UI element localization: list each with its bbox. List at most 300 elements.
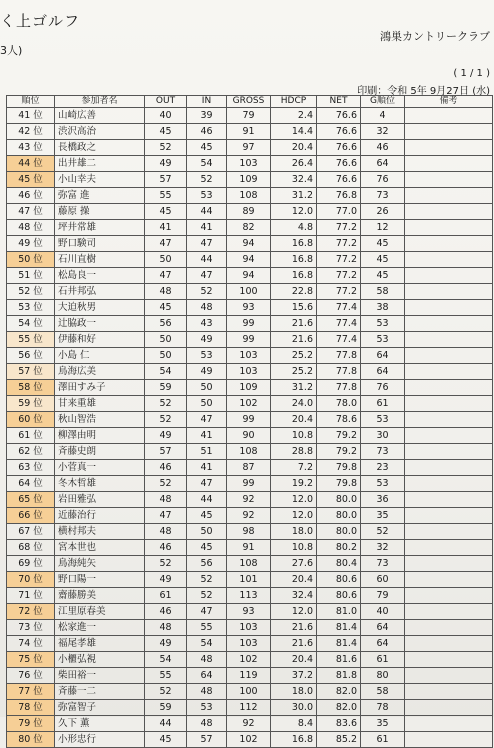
- handicap-cell: 15.6: [271, 300, 317, 316]
- handicap-cell: 24.0: [271, 396, 317, 412]
- net-score-cell: 76.6: [317, 108, 361, 124]
- gross-rank-cell: 12: [361, 220, 405, 236]
- in-score-cell: 64: [187, 668, 227, 684]
- out-score-cell: 52: [145, 412, 187, 428]
- out-score-cell: 46: [145, 460, 187, 476]
- player-name-cell: 藤原 操: [55, 204, 145, 220]
- gross-rank-cell: 53: [361, 316, 405, 332]
- rank-cell: 54 位: [7, 316, 55, 332]
- gross-rank-cell: 58: [361, 684, 405, 700]
- gross-rank-cell: 35: [361, 716, 405, 732]
- gross-rank-cell: 40: [361, 604, 405, 620]
- remarks-cell: [405, 668, 493, 684]
- remarks-cell: [405, 172, 493, 188]
- player-name-cell: 辻脇政一: [55, 316, 145, 332]
- player-name-cell: 石川直樹: [55, 252, 145, 268]
- in-score-cell: 47: [187, 604, 227, 620]
- out-score-cell: 45: [145, 732, 187, 748]
- player-name-cell: 近藤治行: [55, 508, 145, 524]
- rank-cell: 63 位: [7, 460, 55, 476]
- gross-score-cell: 102: [227, 652, 271, 668]
- rank-cell: 70 位: [7, 572, 55, 588]
- table-row: [7, 396, 493, 412]
- player-name-cell: 柳澤由明: [55, 428, 145, 444]
- gross-rank-cell: 23: [361, 460, 405, 476]
- rank-cell: 68 位: [7, 540, 55, 556]
- handicap-cell: 10.8: [271, 428, 317, 444]
- in-score-cell: 53: [187, 188, 227, 204]
- handicap-cell: 20.4: [271, 572, 317, 588]
- in-score-cell: 47: [187, 476, 227, 492]
- handicap-cell: 8.4: [271, 716, 317, 732]
- remarks-cell: [405, 620, 493, 636]
- table-row: [7, 460, 493, 476]
- handicap-cell: 21.6: [271, 316, 317, 332]
- player-name-cell: 冬木哲雄: [55, 476, 145, 492]
- in-score-cell: 45: [187, 140, 227, 156]
- net-score-cell: 80.0: [317, 508, 361, 524]
- in-score-cell: 46: [187, 124, 227, 140]
- rank-cell: 60 位: [7, 412, 55, 428]
- gross-rank-cell: 45: [361, 236, 405, 252]
- rank-cell: 72 位: [7, 604, 55, 620]
- gross-score-cell: 108: [227, 188, 271, 204]
- handicap-cell: 12.0: [271, 604, 317, 620]
- gross-score-cell: 89: [227, 204, 271, 220]
- rank-cell: 41 位: [7, 108, 55, 124]
- in-score-cell: 47: [187, 412, 227, 428]
- player-name-cell: 横村邦夫: [55, 524, 145, 540]
- table-row: [7, 636, 493, 652]
- gross-score-cell: 103: [227, 156, 271, 172]
- out-score-cell: 50: [145, 348, 187, 364]
- player-name-cell: 小菅真一: [55, 460, 145, 476]
- hdcp-column-header: HDCP: [271, 96, 317, 108]
- out-score-cell: 47: [145, 508, 187, 524]
- net-score-cell: 78.0: [317, 396, 361, 412]
- gross-rank-cell: 73: [361, 556, 405, 572]
- player-name-cell: 野口陽一: [55, 572, 145, 588]
- remarks-cell: [405, 684, 493, 700]
- rank-cell: 52 位: [7, 284, 55, 300]
- net-score-cell: 76.6: [317, 156, 361, 172]
- print-date: 印刷：令和 5年 9月27日 (水): [357, 86, 490, 97]
- venue-name: 鴻巣カントリークラブ: [380, 30, 490, 43]
- remarks-cell: [405, 380, 493, 396]
- table-row: [7, 732, 493, 748]
- out-score-cell: 49: [145, 428, 187, 444]
- out-score-cell: 41: [145, 220, 187, 236]
- gross-rank-cell: 64: [361, 636, 405, 652]
- player-name-cell: 宮本世也: [55, 540, 145, 556]
- in-score-cell: 48: [187, 684, 227, 700]
- remarks-cell: [405, 268, 493, 284]
- handicap-cell: 14.4: [271, 124, 317, 140]
- player-name-cell: 石井邦弘: [55, 284, 145, 300]
- net-score-cell: 80.0: [317, 492, 361, 508]
- score-table-body: [7, 108, 493, 748]
- rank-cell: 80 位: [7, 732, 55, 748]
- net-score-cell: 79.8: [317, 460, 361, 476]
- gross-rank-cell: 38: [361, 300, 405, 316]
- gross-rank-cell: 58: [361, 284, 405, 300]
- net-score-cell: 77.2: [317, 268, 361, 284]
- gross-score-cell: 94: [227, 236, 271, 252]
- in-score-cell: 51: [187, 444, 227, 460]
- remarks-cell: [405, 252, 493, 268]
- net-score-cell: 83.6: [317, 716, 361, 732]
- out-score-cell: 46: [145, 604, 187, 620]
- player-name-cell: 松家進一: [55, 620, 145, 636]
- table-row: [7, 540, 493, 556]
- handicap-cell: 16.8: [271, 732, 317, 748]
- gross-score-cell: 98: [227, 524, 271, 540]
- rank-cell: 51 位: [7, 268, 55, 284]
- player-name-cell: 江里原春美: [55, 604, 145, 620]
- net-score-cell: 80.4: [317, 556, 361, 572]
- in-score-cell: 45: [187, 540, 227, 556]
- in-column-header: IN: [187, 96, 227, 108]
- handicap-cell: 21.6: [271, 620, 317, 636]
- net-score-cell: 79.2: [317, 444, 361, 460]
- handicap-cell: 31.2: [271, 380, 317, 396]
- remarks-cell: [405, 396, 493, 412]
- remarks-cell: [405, 140, 493, 156]
- remarks-cell: [405, 300, 493, 316]
- gross-score-cell: 103: [227, 348, 271, 364]
- gross-score-cell: 92: [227, 508, 271, 524]
- handicap-cell: 31.2: [271, 188, 317, 204]
- net-score-cell: 80.6: [317, 588, 361, 604]
- handicap-cell: 16.8: [271, 236, 317, 252]
- gross-score-cell: 87: [227, 460, 271, 476]
- gross-rank-cell: 4: [361, 108, 405, 124]
- net-score-cell: 76.6: [317, 124, 361, 140]
- player-name-cell: 柴田裕一: [55, 668, 145, 684]
- in-score-cell: 47: [187, 236, 227, 252]
- player-name-cell: 甘来重雄: [55, 396, 145, 412]
- gross-rank-cell: 73: [361, 444, 405, 460]
- handicap-cell: 25.2: [271, 364, 317, 380]
- handicap-cell: 26.4: [271, 156, 317, 172]
- table-row: [7, 604, 493, 620]
- remarks-cell: [405, 556, 493, 572]
- rank-cell: 48 位: [7, 220, 55, 236]
- out-score-cell: 52: [145, 684, 187, 700]
- remarks-cell: [405, 316, 493, 332]
- handicap-cell: 37.2: [271, 668, 317, 684]
- remarks-cell: [405, 700, 493, 716]
- net-score-cell: 85.2: [317, 732, 361, 748]
- gross-rank-cell: 61: [361, 732, 405, 748]
- player-name-cell: 伊藤和好: [55, 332, 145, 348]
- table-row: [7, 508, 493, 524]
- name-column-header: 参加者名: [55, 96, 145, 108]
- rank-cell: 57 位: [7, 364, 55, 380]
- gross-rank-cell: 32: [361, 124, 405, 140]
- out-score-cell: 49: [145, 156, 187, 172]
- player-name-cell: 秋山智浩: [55, 412, 145, 428]
- player-name-cell: 鳥海純矢: [55, 556, 145, 572]
- in-score-cell: 44: [187, 492, 227, 508]
- player-name-cell: 野口験司: [55, 236, 145, 252]
- gross-score-cell: 119: [227, 668, 271, 684]
- player-name-cell: 坪井常雄: [55, 220, 145, 236]
- out-score-cell: 48: [145, 620, 187, 636]
- out-score-cell: 45: [145, 204, 187, 220]
- rank-cell: 56 位: [7, 348, 55, 364]
- net-score-cell: 80.2: [317, 540, 361, 556]
- player-name-cell: 大迫秋男: [55, 300, 145, 316]
- gross-score-cell: 90: [227, 428, 271, 444]
- player-name-cell: 弥富 進: [55, 188, 145, 204]
- handicap-cell: 16.8: [271, 268, 317, 284]
- out-score-cell: 59: [145, 700, 187, 716]
- handicap-cell: 12.0: [271, 508, 317, 524]
- net-score-cell: 79.8: [317, 476, 361, 492]
- player-name-cell: 澤田すみ子: [55, 380, 145, 396]
- rank-cell: 62 位: [7, 444, 55, 460]
- table-row: [7, 700, 493, 716]
- table-row: [7, 316, 493, 332]
- remarks-cell: [405, 716, 493, 732]
- in-score-cell: 44: [187, 252, 227, 268]
- remarks-cell: [405, 364, 493, 380]
- table-row: [7, 412, 493, 428]
- remarks-cell: [405, 652, 493, 668]
- player-name-cell: 小形忠行: [55, 732, 145, 748]
- handicap-cell: 16.8: [271, 252, 317, 268]
- rank-cell: 74 位: [7, 636, 55, 652]
- gross-score-cell: 109: [227, 172, 271, 188]
- rank-cell: 71 位: [7, 588, 55, 604]
- gross-rank-cell: 30: [361, 428, 405, 444]
- gross-rank-cell: 45: [361, 268, 405, 284]
- table-row: [7, 652, 493, 668]
- in-score-cell: 43: [187, 316, 227, 332]
- participant-count: 3人): [0, 44, 23, 57]
- gross-score-cell: 91: [227, 124, 271, 140]
- rank-cell: 44 位: [7, 156, 55, 172]
- out-score-cell: 44: [145, 716, 187, 732]
- in-score-cell: 55: [187, 620, 227, 636]
- out-score-cell: 45: [145, 300, 187, 316]
- remarks-cell: [405, 476, 493, 492]
- gross-score-cell: 100: [227, 684, 271, 700]
- player-name-cell: 長橋政之: [55, 140, 145, 156]
- remarks-cell: [405, 508, 493, 524]
- out-score-cell: 52: [145, 396, 187, 412]
- remarks-cell: [405, 492, 493, 508]
- rank-cell: 73 位: [7, 620, 55, 636]
- remarks-cell: [405, 444, 493, 460]
- gross-rank-cell: 64: [361, 348, 405, 364]
- gross-score-cell: 91: [227, 540, 271, 556]
- rank-cell: 55 位: [7, 332, 55, 348]
- rank-cell: 67 位: [7, 524, 55, 540]
- gross-score-cell: 108: [227, 556, 271, 572]
- handicap-cell: 20.4: [271, 412, 317, 428]
- gross-score-cell: 82: [227, 220, 271, 236]
- gross-score-cell: 94: [227, 268, 271, 284]
- net-score-cell: 79.2: [317, 428, 361, 444]
- handicap-cell: 12.0: [271, 204, 317, 220]
- gross-score-cell: 108: [227, 444, 271, 460]
- table-row: [7, 572, 493, 588]
- table-row: [7, 236, 493, 252]
- handicap-cell: 27.6: [271, 556, 317, 572]
- in-score-cell: 48: [187, 716, 227, 732]
- table-row: [7, 524, 493, 540]
- remarks-cell: [405, 428, 493, 444]
- in-score-cell: 41: [187, 428, 227, 444]
- rank-cell: 46 位: [7, 188, 55, 204]
- in-score-cell: 49: [187, 332, 227, 348]
- remarks-cell: [405, 156, 493, 172]
- out-score-cell: 48: [145, 524, 187, 540]
- out-score-cell: 54: [145, 364, 187, 380]
- score-table: [6, 95, 493, 748]
- rank-cell: 78 位: [7, 700, 55, 716]
- table-row: [7, 332, 493, 348]
- handicap-cell: 21.6: [271, 636, 317, 652]
- player-name-cell: 小島 仁: [55, 348, 145, 364]
- net-score-cell: 81.6: [317, 652, 361, 668]
- table-row: [7, 188, 493, 204]
- gross-rank-cell: 53: [361, 332, 405, 348]
- remarks-cell: [405, 604, 493, 620]
- in-score-cell: 52: [187, 284, 227, 300]
- in-score-cell: 52: [187, 172, 227, 188]
- gross-score-cell: 97: [227, 140, 271, 156]
- net-score-cell: 77.2: [317, 252, 361, 268]
- table-row: [7, 444, 493, 460]
- table-row: [7, 380, 493, 396]
- gross-score-cell: 93: [227, 604, 271, 620]
- net-score-cell: 77.4: [317, 332, 361, 348]
- remarks-cell: [405, 348, 493, 364]
- out-score-cell: 47: [145, 268, 187, 284]
- gross-rank-cell: 64: [361, 156, 405, 172]
- in-score-cell: 48: [187, 300, 227, 316]
- handicap-cell: 21.6: [271, 332, 317, 348]
- out-score-cell: 57: [145, 172, 187, 188]
- rank-cell: 77 位: [7, 684, 55, 700]
- rank-cell: 47 位: [7, 204, 55, 220]
- net-score-cell: 76.6: [317, 172, 361, 188]
- table-row: [7, 268, 493, 284]
- remarks-cell: [405, 108, 493, 124]
- gross-rank-cell: 53: [361, 476, 405, 492]
- player-name-cell: 小山幸夫: [55, 172, 145, 188]
- net-score-cell: 78.6: [317, 412, 361, 428]
- net-score-cell: 80.0: [317, 524, 361, 540]
- rank-cell: 53 位: [7, 300, 55, 316]
- player-name-cell: 斉藤一二: [55, 684, 145, 700]
- gross-rank-cell: 45: [361, 252, 405, 268]
- table-row: [7, 476, 493, 492]
- remarks-cell: [405, 188, 493, 204]
- gross-rank-cell: 64: [361, 364, 405, 380]
- player-name-cell: 福尾孝雄: [55, 636, 145, 652]
- net-score-cell: 80.6: [317, 572, 361, 588]
- net-score-cell: 81.8: [317, 668, 361, 684]
- handicap-cell: 12.0: [271, 492, 317, 508]
- player-name-cell: 小櫃弘視: [55, 652, 145, 668]
- net-score-cell: 77.2: [317, 236, 361, 252]
- net-score-cell: 77.8: [317, 380, 361, 396]
- remarks-cell: [405, 236, 493, 252]
- handicap-cell: 18.0: [271, 684, 317, 700]
- out-score-cell: 55: [145, 668, 187, 684]
- remarks-column-header: 備考: [405, 96, 493, 108]
- gross-score-cell: 92: [227, 716, 271, 732]
- table-row: [7, 364, 493, 380]
- gross-rank-cell: 53: [361, 412, 405, 428]
- rank-cell: 43 位: [7, 140, 55, 156]
- table-row: [7, 428, 493, 444]
- out-score-cell: 50: [145, 252, 187, 268]
- remarks-cell: [405, 524, 493, 540]
- remarks-cell: [405, 572, 493, 588]
- table-row: [7, 668, 493, 684]
- net-score-cell: 82.0: [317, 684, 361, 700]
- table-row: [7, 588, 493, 604]
- rank-cell: 66 位: [7, 508, 55, 524]
- remarks-cell: [405, 220, 493, 236]
- player-name-cell: 山崎広善: [55, 108, 145, 124]
- gross-score-cell: 113: [227, 588, 271, 604]
- remarks-cell: [405, 588, 493, 604]
- net-score-cell: 76.8: [317, 188, 361, 204]
- out-score-cell: 48: [145, 492, 187, 508]
- net-score-cell: 82.0: [317, 700, 361, 716]
- table-row: [7, 124, 493, 140]
- rank-cell: 58 位: [7, 380, 55, 396]
- remarks-cell: [405, 460, 493, 476]
- competition-title: く上ゴルフ: [0, 12, 81, 30]
- gross-score-cell: 79: [227, 108, 271, 124]
- gross-rank-cell: 76: [361, 380, 405, 396]
- rank-cell: 59 位: [7, 396, 55, 412]
- rank-column-header: 順位: [7, 96, 55, 108]
- gross-score-cell: 102: [227, 396, 271, 412]
- gross-rank-cell: 26: [361, 204, 405, 220]
- player-name-cell: 齋藤勝美: [55, 588, 145, 604]
- player-name-cell: 松島良一: [55, 268, 145, 284]
- gross-score-cell: 93: [227, 300, 271, 316]
- remarks-cell: [405, 732, 493, 748]
- out-score-cell: 54: [145, 652, 187, 668]
- gross-score-cell: 99: [227, 476, 271, 492]
- in-score-cell: 57: [187, 732, 227, 748]
- table-row: [7, 252, 493, 268]
- rank-cell: 42 位: [7, 124, 55, 140]
- handicap-cell: 20.4: [271, 652, 317, 668]
- out-score-cell: 49: [145, 636, 187, 652]
- gross-rank-cell: 73: [361, 188, 405, 204]
- player-name-cell: 岩田雅弘: [55, 492, 145, 508]
- in-score-cell: 54: [187, 156, 227, 172]
- gross-score-cell: 102: [227, 732, 271, 748]
- handicap-cell: 4.8: [271, 220, 317, 236]
- table-row: [7, 684, 493, 700]
- handicap-cell: 32.4: [271, 588, 317, 604]
- gross-rank-cell: 52: [361, 524, 405, 540]
- rank-cell: 76 位: [7, 668, 55, 684]
- player-name-cell: 斉藤史朗: [55, 444, 145, 460]
- in-score-cell: 50: [187, 380, 227, 396]
